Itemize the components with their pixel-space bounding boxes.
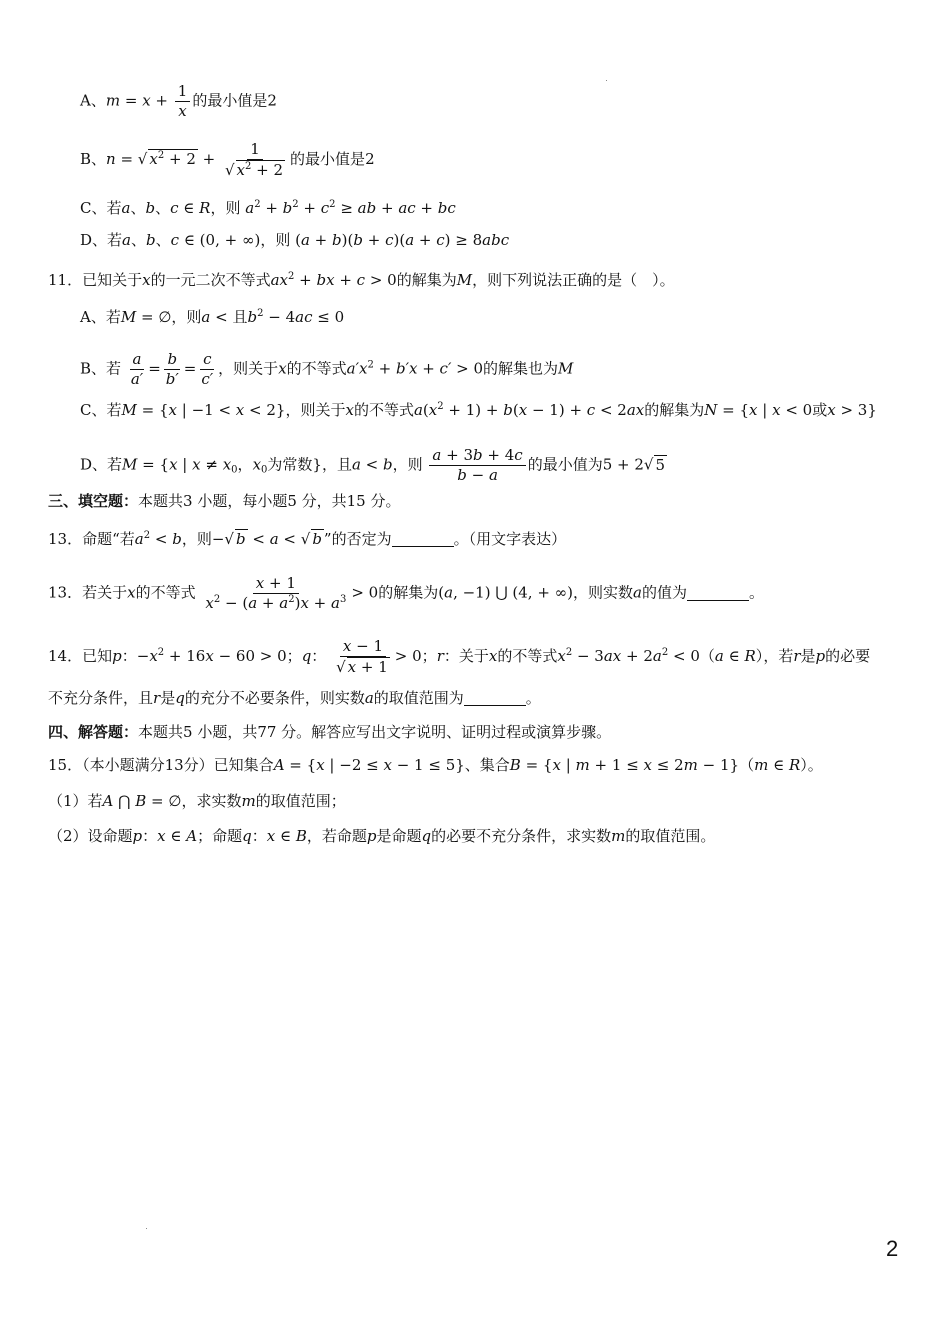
q15-stem: 15．（本小题满分13分）已知集合A = {x | −2 ≤ x − 1 ≤ 5}、集合B = {x | m + 1 ≤ x ≤ 2m − 1}（m ∈ R）。 <box>48 756 823 774</box>
q15-part-1: （1）若A ⋂ B = ∅，求实数m的取值范围； <box>48 792 346 810</box>
q10-option-a: A、m = x + $\frac{1}{x}$ 的最小值是2 <box>80 82 277 120</box>
scan-speck <box>146 1228 147 1229</box>
section-4-heading: 四、解答题：本题共5 小题，共77 分。解答应写出文字说明、证明过程或演算步骤。 <box>48 723 612 741</box>
q10-option-b: B、n = √ $x^2 + 2$ + $\frac{1}{√ x^2 + 2}$ 的最小值是2 <box>80 140 375 179</box>
q10-option-d: D、若a、b、c ∈ (0, + ∞)，则 (a + b)(b + c)(a + c) ≥ 8abc <box>80 231 510 249</box>
page-number: 2 <box>886 1236 899 1261</box>
q11-option-d: D、若M = {x | $x \ne x_0$，$x_0$为常数}，且a < b，则 $\frac{a + 3b + 4c}{b - a}$ 的最小值为5 + 2√ 5 <box>80 446 666 484</box>
q13-first: 13．命题“若$a^2 < b$，则−√ b < a < √ b ”的否定为 。（用文字表达） <box>48 530 567 548</box>
scan-speck <box>606 80 607 81</box>
q11-option-a: A、若M = ∅，则a < 且$b^2 - 4ac \le 0$ <box>80 308 345 326</box>
q10-option-c: C、若a、b、c ∈ R，则 $a^2 + b^2 + c^2$ ≥ ab + ac + bc <box>80 199 456 217</box>
q15-part-2: （2）设命题p：x ∈ A；命题q：x ∈ B，若命题p是命题q的必要不充分条件，求实数m的取值范围。 <box>48 827 716 845</box>
q11-option-c: C、若M = {x | −1 < x < 2}，则关于x的不等式$a(x^2 + 1) + b(x - 1) + c < 2ax$的解集为N = {x | x < 0或x > 3} <box>80 401 877 419</box>
q14-line-1: 14．已知p：$-x^2 + 16x - 60 > 0$；q： $\frac{x - 1}{√ x + 1}$ > 0；r：关于x的不等式$x^2 - 3ax + 2a^2 < 0(a$ ∈ R），若r是p的必要 <box>48 637 871 676</box>
q11-option-b: B、若 $\frac{a}{a'}$ = $\frac{b}{b'}$ = $\frac{c}{c'}$ ，则关于x的不等式$a'x^2 + b'x + c' > 0$的解集也为M <box>80 350 574 388</box>
section-3-heading: 三、填空题：本题共3 小题，每小题5 分，共15 分。 <box>48 492 401 510</box>
answer-blank[interactable] <box>392 530 454 547</box>
answer-blank[interactable] <box>464 689 526 706</box>
q13-second: 13．若关于x的不等式 $\frac{x + 1}{x^2 - (a + a^2)x + a^3}$ > 0的解集为(a, −1) ⋃ (4, + ∞)，则实数a的值为 。 <box>48 574 765 612</box>
q14-line-2: 不充分条件，且r是q的充分不必要条件，则实数a的取值范围为 。 <box>48 689 541 707</box>
answer-blank[interactable] <box>687 584 749 601</box>
q11-stem: 11．已知关于x的一元二次不等式$ax^2$ + bx + c > 0的解集为M，则下列说法正确的是（ ）。 <box>48 271 675 289</box>
